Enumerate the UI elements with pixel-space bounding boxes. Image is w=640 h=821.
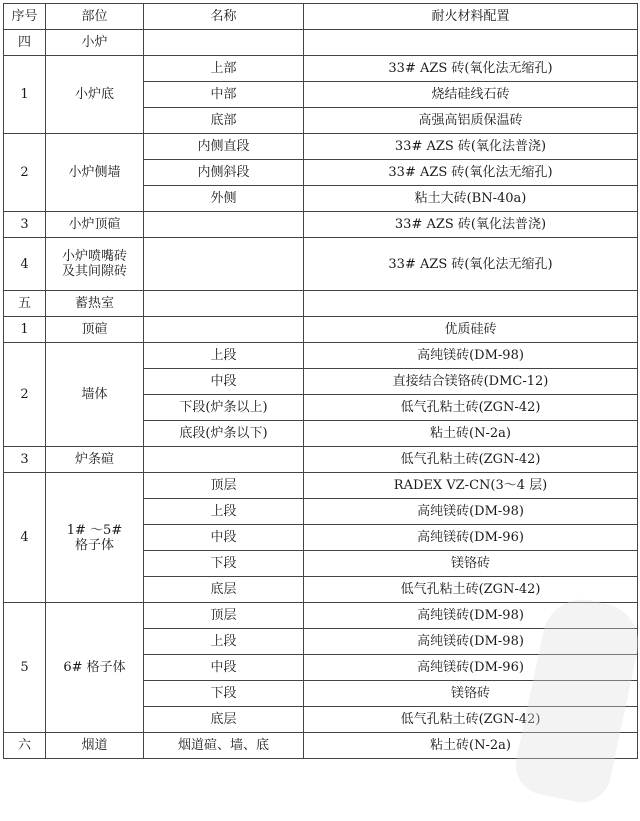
row-config: 低气孔粘土砖(ZGN-42) [304,707,638,733]
row-part: 小炉侧墙 [46,134,144,212]
row-part: 小炉顶碹 [46,212,144,238]
header-seq: 序号 [4,4,46,30]
row-part: 小炉底 [46,56,144,134]
header-config: 耐火材料配置 [304,4,638,30]
row-part: 墙体 [46,343,144,447]
row-seq: 2 [4,134,46,212]
section-row [4,30,638,56]
table-row [4,343,638,369]
row-seq: 3 [4,212,46,238]
row-config: 优质硅砖 [304,317,638,343]
row-part-line: 及其间隙砖 [61,264,127,279]
header-name: 名称 [144,4,304,30]
row-config: 高纯镁砖(DM-98) [304,603,638,629]
row-part-line: 格子体 [74,537,114,553]
row-name: 下段(炉条以上) [144,395,304,421]
section-part: 烟道 [46,733,144,759]
section-seq: 四 [4,30,46,56]
row-config: 33# AZS 砖(氧化法无缩孔) [304,238,638,291]
row-config: 高纯镁砖(DM-98) [304,343,638,369]
row-config: 烧结硅线石砖 [304,82,638,108]
row-config: 粘土砖(N-2a) [304,733,638,759]
row-part [46,238,144,291]
row-seq: 4 [4,238,46,291]
row-config: 33# AZS 砖(氧化法普浇) [304,134,638,160]
row-part: 顶碹 [46,317,144,343]
row-config: 粘土大砖(BN-40a) [304,186,638,212]
row-name: 上段 [144,629,304,655]
row-name: 中部 [144,82,304,108]
row-config: 高纯镁砖(DM-96) [304,655,638,681]
row-name: 底段(炉条以下) [144,421,304,447]
row-name: 上段 [144,499,304,525]
row-config: RADEX VZ-CN(3～4 层) [304,473,638,499]
table-header-row [4,4,638,30]
section-seq: 六 [4,733,46,759]
row-part-line: 小炉喷嘴砖 [61,249,127,264]
row-part: 炉条碹 [46,447,144,473]
row-seq: 1 [4,56,46,134]
row-config: 镁铬砖 [304,681,638,707]
row-name: 顶层 [144,603,304,629]
row-name: 顶层 [144,473,304,499]
row-name: 内侧直段 [144,134,304,160]
table-row [4,238,638,291]
row-name [144,212,304,238]
table-row [4,212,638,238]
table-row [4,134,638,160]
row-name: 底部 [144,108,304,134]
row-config: 镁铬砖 [304,551,638,577]
row-name: 上部 [144,56,304,82]
row-name: 中段 [144,655,304,681]
row-seq: 3 [4,447,46,473]
row-name: 内侧斜段 [144,160,304,186]
row-config: 高纯镁砖(DM-98) [304,629,638,655]
row-name [144,447,304,473]
row-part-line: 1# ～5# [66,522,123,538]
row-config: 高强高铝质保温砖 [304,108,638,134]
row-name: 底层 [144,577,304,603]
row-name: 烟道碹、墙、底 [144,733,304,759]
row-config: 低气孔粘土砖(ZGN-42) [304,395,638,421]
section-seq: 五 [4,291,46,317]
table-row [4,473,638,499]
row-config: 低气孔粘土砖(ZGN-42) [304,447,638,473]
row-name: 底层 [144,707,304,733]
row-name: 中段 [144,525,304,551]
row-seq: 4 [4,473,46,603]
row-name: 下段 [144,681,304,707]
row-config: 33# AZS 砖(氧化法普浇) [304,212,638,238]
row-name: 中段 [144,369,304,395]
row-config: 高纯镁砖(DM-98) [304,499,638,525]
row-name: 外侧 [144,186,304,212]
table-row [4,317,638,343]
row-part: 6# 格子体 [46,603,144,733]
row-seq: 2 [4,343,46,447]
row-config: 高纯镁砖(DM-96) [304,525,638,551]
row-config: 直接结合镁铬砖(DMC-12) [304,369,638,395]
row-config: 33# AZS 砖(氧化法无缩孔) [304,56,638,82]
row-seq: 1 [4,317,46,343]
row-config: 低气孔粘土砖(ZGN-42) [304,577,638,603]
header-part: 部位 [46,4,144,30]
row-seq: 5 [4,603,46,733]
row-config: 33# AZS 砖(氧化法无缩孔) [304,160,638,186]
table-row [4,56,638,82]
row-config: 粘土砖(N-2a) [304,421,638,447]
row-name [144,238,304,291]
row-name [144,317,304,343]
section-part: 蓄热室 [46,291,144,317]
row-name: 上段 [144,343,304,369]
row-name: 下段 [144,551,304,577]
section-part: 小炉 [46,30,144,56]
table-row [4,447,638,473]
table-row [4,603,638,629]
row-part [46,473,144,603]
section-row [4,291,638,317]
